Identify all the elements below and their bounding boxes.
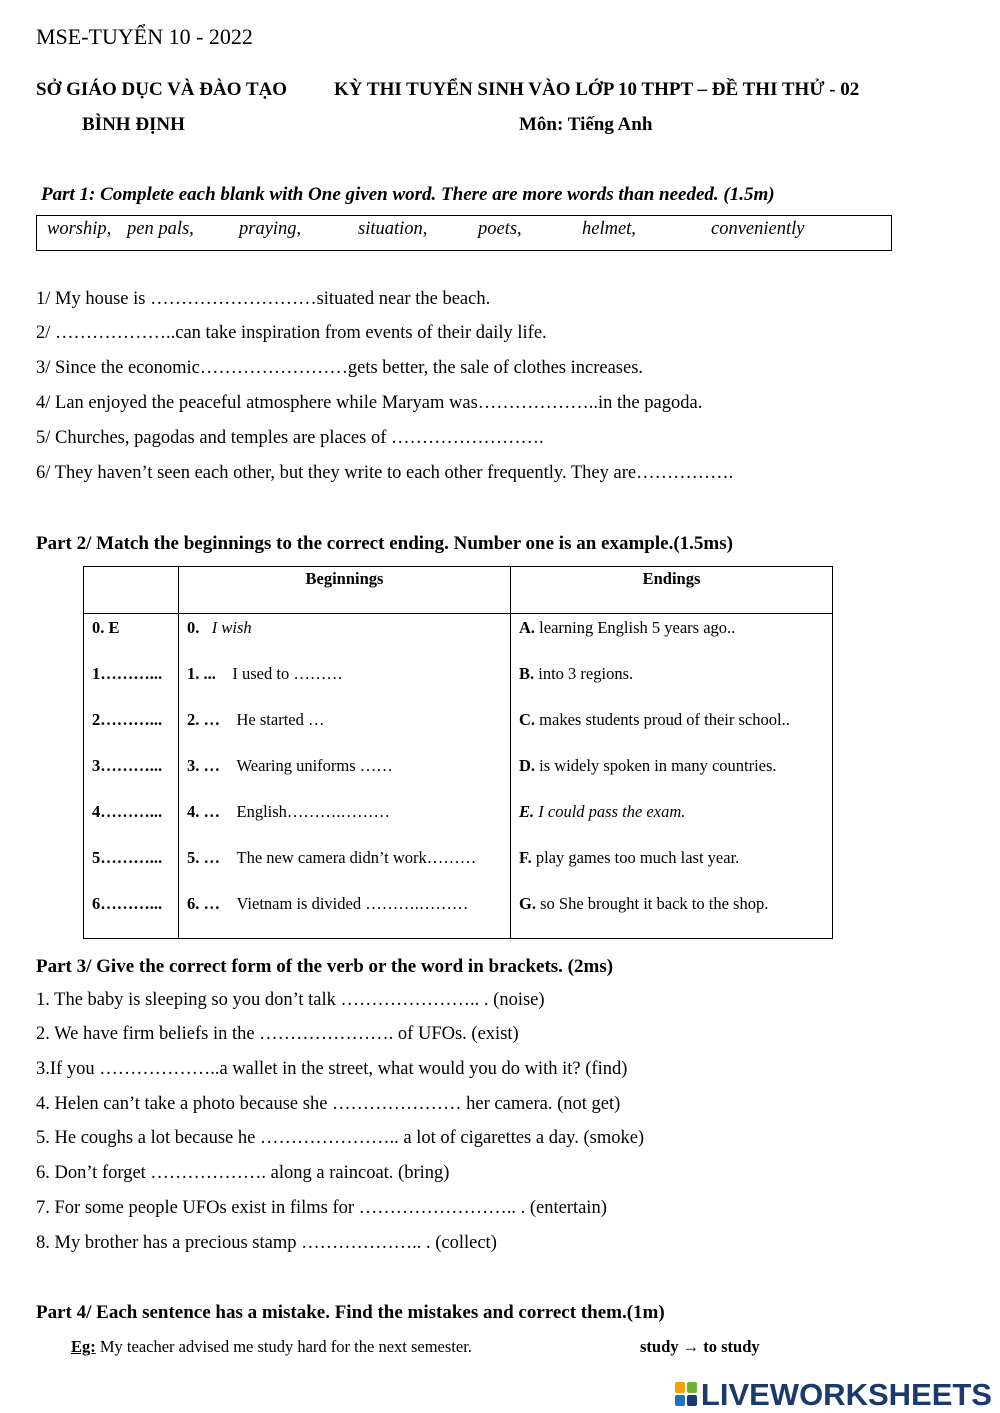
beginning-text: English……….………: [236, 802, 391, 821]
example-label: Eg:: [71, 1337, 96, 1356]
ending-text: I could pass the exam.: [538, 802, 686, 821]
beginning-cell: [179, 800, 511, 846]
beginning-number: 2. …: [187, 710, 220, 729]
ending-text: play games too much last year.: [535, 848, 740, 867]
document-header-code: MSE-TUYỂN 10 - 2022: [36, 24, 253, 49]
beginning-number: 3. …: [187, 756, 220, 775]
table-row: [84, 662, 833, 708]
example-line: [71, 1337, 472, 1357]
beginning-cell: [179, 662, 511, 708]
table-header-blank: [84, 567, 179, 614]
word-bank-item: situation,: [358, 219, 428, 239]
word-bank-box: [36, 215, 892, 251]
answer-cell[interactable]: 2………...: [84, 708, 179, 754]
exam-subject: Môn: Tiếng Anh: [519, 114, 653, 135]
liveworksheets-logo-icon: [675, 1382, 699, 1408]
answer-cell[interactable]: 5………...: [84, 846, 179, 892]
table-header-endings: Endings: [511, 567, 833, 614]
beginning-number: 6. …: [187, 894, 220, 913]
beginning-number: 1. ...: [187, 664, 216, 683]
ending-cell: [511, 614, 833, 663]
department-name: SỞ GIÁO DỤC VÀ ĐÀO TẠO: [36, 79, 288, 100]
ending-cell: [511, 846, 833, 892]
word-bank-item: pen pals,: [127, 219, 194, 239]
table-row: [84, 846, 833, 892]
beginning-text: The new camera didn’t work………: [236, 848, 477, 867]
word-bank-item: poets,: [478, 219, 522, 239]
ending-letter: C.: [519, 710, 536, 729]
matching-table: [83, 566, 833, 939]
part3-question: 1. The baby is sleeping so you don’t talk ………………….. . (noise): [36, 990, 545, 1010]
answer-cell[interactable]: 1………...: [84, 662, 179, 708]
ending-text: learning English 5 years ago..: [539, 618, 736, 637]
beginning-number: 0.: [187, 618, 200, 637]
part3-question: 6. Don’t forget ………………. along a raincoat. (bring): [36, 1163, 450, 1183]
table-row: [84, 892, 833, 939]
word-bank-item: worship,: [47, 219, 112, 239]
beginning-text: I used to ………: [232, 664, 343, 683]
ending-letter: E.: [519, 802, 535, 821]
beginning-text: Vietnam is divided ……….………: [236, 894, 469, 913]
part1-question: 2/ ………………..can take inspiration from events of their daily life.: [36, 323, 547, 343]
ending-cell: [511, 800, 833, 846]
liveworksheets-logo-text: LIVEWORKSHEETS: [700, 1377, 992, 1412]
table-header-beginnings: Beginnings: [179, 567, 511, 614]
table-row: [84, 754, 833, 800]
answer-cell: 0. E: [84, 614, 179, 663]
ending-letter: F.: [519, 848, 532, 867]
ending-text: into 3 regions.: [538, 664, 634, 683]
part3-title: Part 3/ Give the correct form of the verb or the word in brackets. (2ms): [36, 956, 614, 977]
word-bank-item: praying,: [239, 219, 302, 239]
part3-question: 4. Helen can’t take a photo because she ………………… her camera. (not get): [36, 1094, 621, 1114]
word-bank-item: conveniently: [711, 219, 805, 239]
beginning-cell: [179, 708, 511, 754]
beginning-text: He started …: [236, 710, 325, 729]
ending-cell: [511, 892, 833, 939]
ending-cell: [511, 662, 833, 708]
part3-question: 5. He coughs a lot because he ………………….. a lot of cigarettes a day. (smoke): [36, 1128, 645, 1148]
part3-question: 7. For some people UFOs exist in films for …………………….. . (entertain): [36, 1198, 607, 1218]
beginning-number: 4. …: [187, 802, 220, 821]
beginning-cell: [179, 846, 511, 892]
part1-question: 3/ Since the economic……………………gets better, the sale of clothes increases.: [36, 358, 644, 378]
answer-cell[interactable]: 6………...: [84, 892, 179, 939]
table-row: [84, 800, 833, 846]
department-province: BÌNH ĐỊNH: [82, 114, 185, 135]
ending-letter: A.: [519, 618, 536, 637]
answer-cell[interactable]: 4………...: [84, 800, 179, 846]
part1-question: 6/ They haven’t seen each other, but they write to each other frequently. They are…………….: [36, 463, 734, 483]
part1-question: 1/ My house is ………………………situated near the beach.: [36, 289, 491, 309]
ending-text: so She brought it back to the shop.: [540, 894, 769, 913]
ending-cell: [511, 708, 833, 754]
part3-question: 3.If you ………………..a wallet in the street, what would you do with it? (find): [36, 1059, 628, 1079]
liveworksheets-logo: [675, 1378, 992, 1412]
part2-title: Part 2/ Match the beginnings to the correct ending. Number one is an example.(1.5ms): [36, 533, 733, 554]
beginning-cell: [179, 754, 511, 800]
answer-cell[interactable]: 3………...: [84, 754, 179, 800]
word-bank-item: helmet,: [582, 219, 636, 239]
ending-text: is widely spoken in many countries.: [539, 756, 777, 775]
beginning-cell: [179, 892, 511, 939]
exam-title: KỲ THI TUYỂN SINH VÀO LỚP 10 THPT – ĐỀ THI THỬ - 02: [334, 79, 860, 100]
ending-letter: G.: [519, 894, 536, 913]
table-row: [84, 708, 833, 754]
part1-title: Part 1: Complete each blank with One given word. There are more words than needed. (1.5m): [41, 184, 775, 205]
table-row: [84, 614, 833, 663]
ending-text: makes students proud of their school..: [539, 710, 790, 729]
beginning-text: Wearing uniforms ……: [236, 756, 393, 775]
part1-question: 4/ Lan enjoyed the peaceful atmosphere while Maryam was………………..in the pagoda.: [36, 393, 703, 413]
part1-question: 5/ Churches, pagodas and temples are places of …………………….: [36, 428, 544, 448]
ending-cell: [511, 754, 833, 800]
part3-question: 8. My brother has a precious stamp ……………….. . (collect): [36, 1233, 497, 1253]
part3-question: 2. We have firm beliefs in the …………………. of UFOs. (exist): [36, 1024, 519, 1044]
ending-letter: D.: [519, 756, 536, 775]
beginning-text: I wish: [211, 618, 252, 637]
part4-title: Part 4/ Each sentence has a mistake. Find the mistakes and correct them.(1m): [36, 1302, 665, 1323]
beginning-cell: [179, 614, 511, 663]
example-answer: study → to study: [640, 1337, 760, 1356]
example-sentence: My teacher advised me study hard for the next semester.: [99, 1337, 472, 1356]
beginning-number: 5. …: [187, 848, 220, 867]
ending-letter: B.: [519, 664, 535, 683]
